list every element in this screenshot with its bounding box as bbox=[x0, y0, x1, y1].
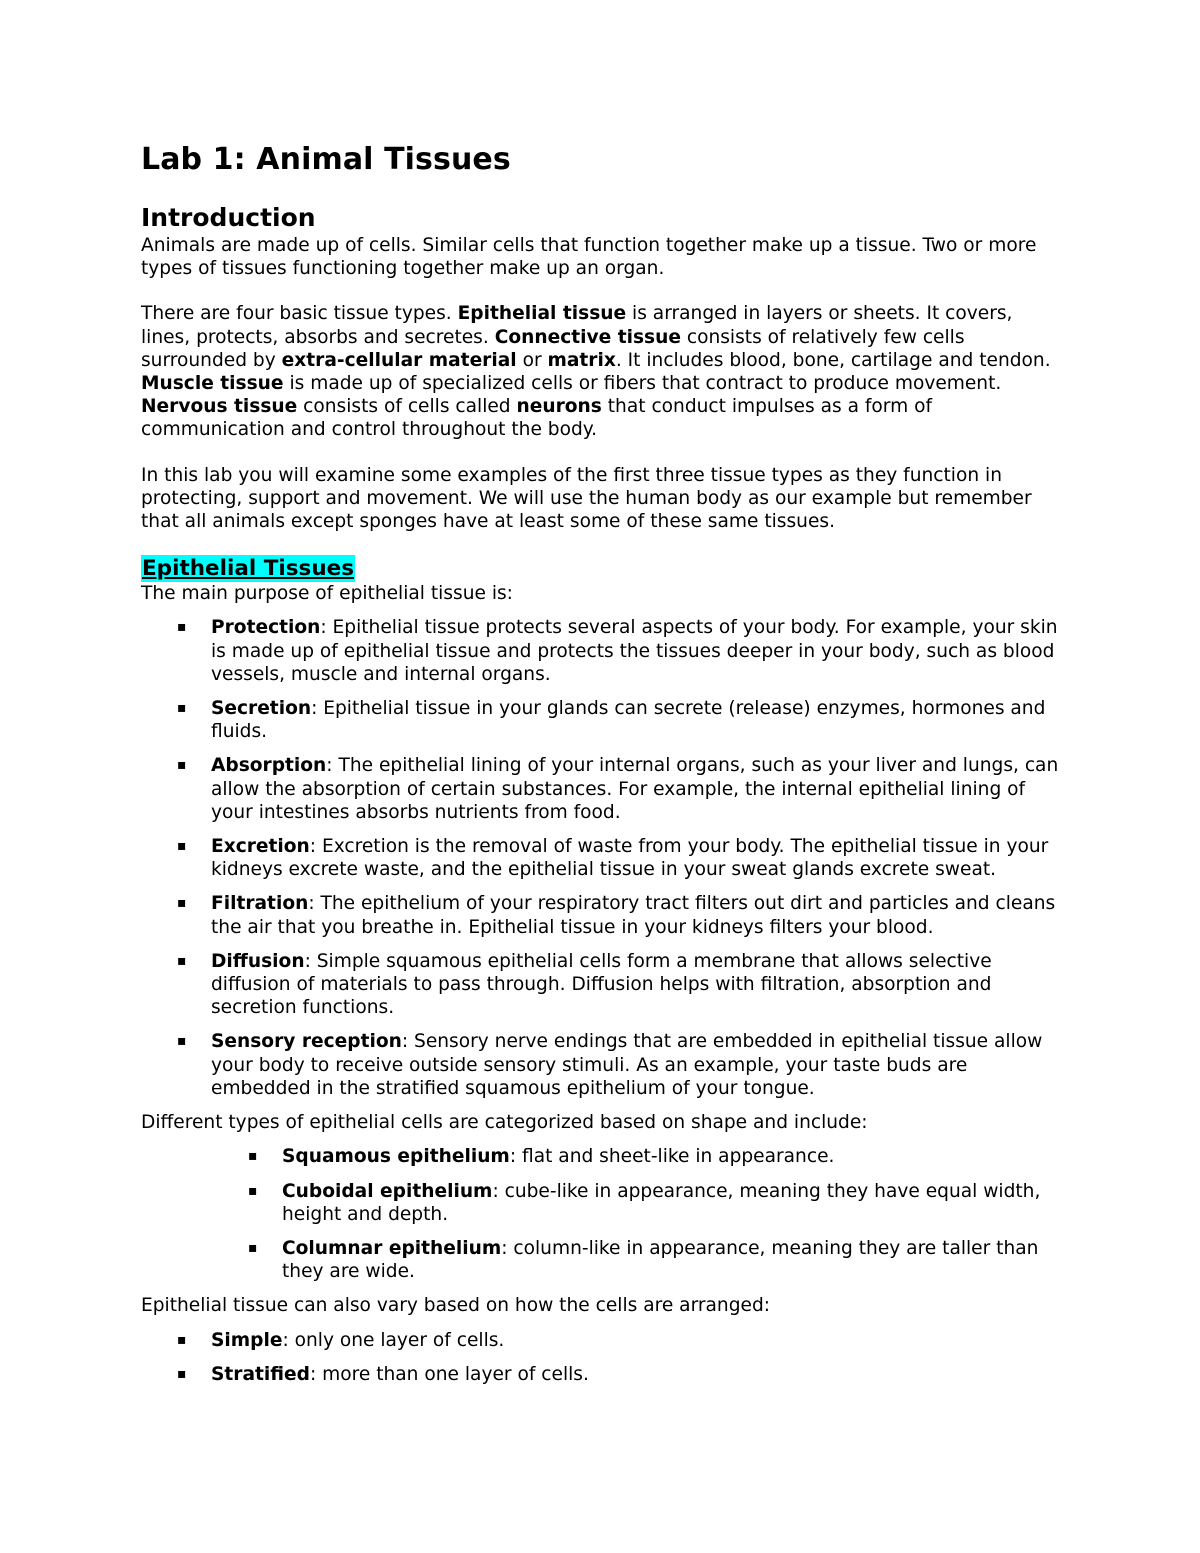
list-item-term: Sensory reception bbox=[211, 1031, 402, 1053]
list-item bbox=[141, 1180, 1066, 1226]
list-item-text: : Sensory nerve endings that are embedded in epithelial tissue allow your body to receive outside sensory stimuli. As an example, your taste buds are embedded in the stratified squamous epithelium of your tongue. bbox=[211, 1031, 1043, 1099]
bullet-icon: ▪ bbox=[248, 1182, 258, 1199]
term-muscle-tissue: Muscle tissue bbox=[141, 373, 284, 395]
intro-p2-text: consists of cells called bbox=[297, 396, 517, 418]
bullet-icon: ▪ bbox=[177, 1365, 187, 1382]
list-item-term: Diffusion bbox=[211, 950, 305, 972]
term-nervous-tissue: Nervous tissue bbox=[141, 396, 298, 418]
arrangement-list bbox=[141, 1329, 1066, 1386]
list-item-term: Protection bbox=[211, 617, 321, 639]
bullet-icon: ▪ bbox=[177, 895, 187, 912]
list-item bbox=[141, 1237, 1066, 1283]
introduction-heading: Introduction bbox=[141, 203, 316, 232]
intro-paragraph-3: In this lab you will examine some examples of the first three tissue types as they function in protecting, support and movement. We will use the human body as our example but remember that all animals except sponges have at least some of these same tissues. bbox=[141, 464, 1032, 533]
bullet-icon: ▪ bbox=[177, 952, 187, 969]
list-item bbox=[141, 950, 1066, 1020]
list-item bbox=[141, 1329, 1066, 1352]
list-item-term: Simple bbox=[211, 1329, 283, 1351]
intro-paragraph-2 bbox=[141, 302, 1066, 441]
list-item-text: : Epithelial tissue in your glands can secrete (release) enzymes, hormones and fluids. bbox=[211, 698, 1046, 743]
bullet-icon: ▪ bbox=[177, 757, 187, 774]
list-item-text: : more than one layer of cells. bbox=[309, 1363, 589, 1385]
list-item-text: : Simple squamous epithelial cells form a membrane that allows selective diffusion of materials to pass through. Diffusion helps with filtration, absorption and secretion functions. bbox=[211, 950, 992, 1019]
list-item-term: Stratified bbox=[211, 1363, 310, 1385]
list-item-text: : The epithelial lining of your internal organs, such as your liver and lungs, can allow the absorption of certain substances. For example, the internal epithelial lining of your intestines absorbs nutrients from food. bbox=[211, 755, 1059, 823]
intro-p2-text: . It includes blood, bone, cartilage and tendon. bbox=[615, 349, 1051, 371]
intro-paragraph-1: Animals are made up of cells. Similar cells that function together make up a tissue. Two or more types of tissues functioning together make up an organ. bbox=[141, 235, 1037, 280]
term-epithelial-tissue: Epithelial tissue bbox=[457, 303, 627, 325]
epithelial-heading-wrapper bbox=[141, 533, 1066, 582]
intro-p2-text: or bbox=[516, 349, 548, 371]
list-item bbox=[141, 1363, 1066, 1386]
intro-p2-text: consists of relatively few cells surrounded by bbox=[141, 326, 965, 371]
bullet-icon: ▪ bbox=[177, 619, 187, 636]
term-neurons: neurons bbox=[516, 396, 602, 418]
list-item bbox=[141, 835, 1066, 881]
term-matrix: matrix bbox=[547, 349, 616, 371]
shapes-intro: Different types of epithelial cells are categorized based on shape and include: bbox=[141, 1112, 868, 1134]
list-item-text: : cube-like in appearance, meaning they have equal width, height and depth. bbox=[282, 1180, 1041, 1225]
list-item-text: : flat and sheet-like in appearance. bbox=[509, 1146, 835, 1168]
list-item-term: Columnar epithelium bbox=[282, 1237, 502, 1259]
list-item-text: : Epithelial tissue protects several aspects of your body. For example, your skin is made up of epithelial tissue and protects the tissues deeper in your body, such as blood vessels, muscle and internal organs. bbox=[211, 617, 1058, 685]
list-item-term: Absorption bbox=[211, 755, 327, 777]
purpose-intro: The main purpose of epithelial tissue is: bbox=[141, 583, 513, 605]
epithelial-tissues-heading: Epithelial Tissues bbox=[142, 556, 355, 582]
intro-p2-text: is made up of specialized cells or fibers that contract to produce movement. bbox=[283, 373, 1002, 395]
list-item-text: : only one layer of cells. bbox=[282, 1329, 505, 1351]
list-item-term: Filtration bbox=[211, 893, 309, 915]
list-item-text: : Excretion is the removal of waste from your body. The epithelial tissue in your kidneys excrete waste, and the epithelial tissue in your sweat glands excrete sweat. bbox=[211, 836, 1049, 881]
list-item bbox=[141, 754, 1066, 824]
list-item-term: Squamous epithelium bbox=[282, 1146, 510, 1168]
bullet-icon: ▪ bbox=[177, 1033, 187, 1050]
bullet-icon: ▪ bbox=[177, 838, 187, 855]
bullet-icon: ▪ bbox=[177, 1331, 187, 1348]
intro-p2-text: is arranged in layers or sheets. It covers, lines, protects, absorbs and secretes. bbox=[141, 303, 1013, 348]
intro-p2-text: There are four basic tissue types. bbox=[141, 303, 458, 325]
shape-list bbox=[141, 1145, 1066, 1283]
list-item bbox=[141, 616, 1066, 686]
list-item bbox=[141, 892, 1066, 938]
bullet-icon: ▪ bbox=[248, 1239, 258, 1256]
list-item-term: Excretion bbox=[211, 836, 310, 858]
list-item bbox=[141, 697, 1066, 743]
purpose-list bbox=[141, 616, 1066, 1100]
document-page bbox=[141, 140, 1066, 1386]
list-item bbox=[141, 1145, 1066, 1168]
list-item-text: : column-like in appearance, meaning they are taller than they are wide. bbox=[282, 1237, 1039, 1283]
list-item-text: : The epithelium of your respiratory tract filters out dirt and particles and cleans the air that you breathe in. Epithelial tissue in your kidneys filters your blood. bbox=[211, 893, 1056, 938]
arrangement-intro: Epithelial tissue can also vary based on how the cells are arranged: bbox=[141, 1295, 771, 1317]
list-item-term: Cuboidal epithelium bbox=[282, 1180, 493, 1202]
list-item-term: Secretion bbox=[211, 698, 312, 720]
intro-p2-text: that conduct impulses as a form of communication and control throughout the body. bbox=[141, 396, 933, 441]
list-item bbox=[141, 1030, 1066, 1100]
document-title: Lab 1: Animal Tissues bbox=[141, 142, 511, 177]
bullet-icon: ▪ bbox=[177, 700, 187, 717]
term-connective-tissue: Connective tissue bbox=[494, 326, 681, 348]
term-extra-cellular-material: extra-cellular material bbox=[281, 349, 517, 371]
bullet-icon: ▪ bbox=[248, 1148, 258, 1165]
